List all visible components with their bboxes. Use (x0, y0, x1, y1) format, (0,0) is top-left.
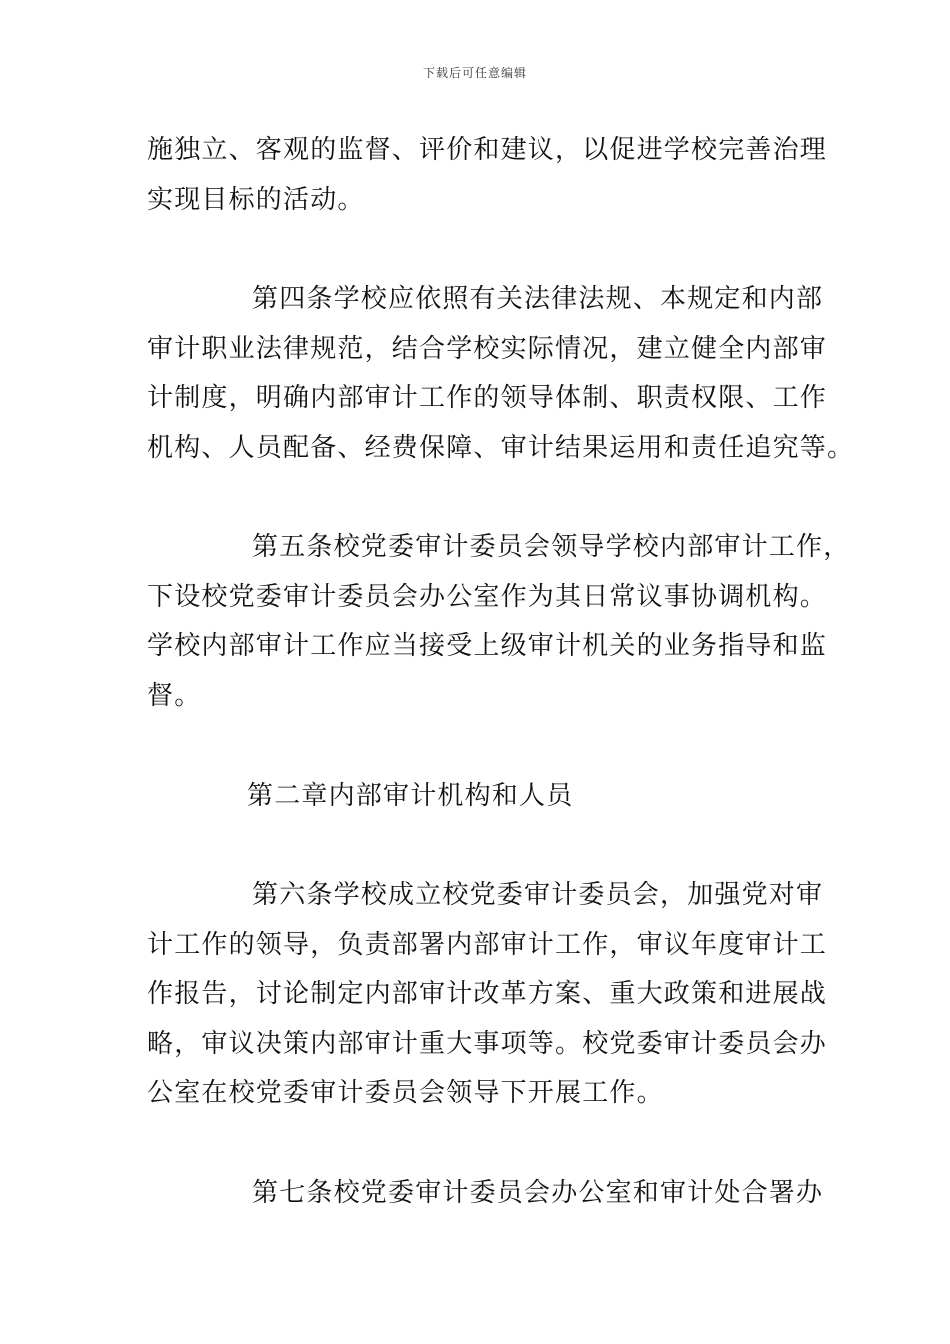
article-7-line: 第七条校党委审计委员会办公室和审计处合署办 (252, 1178, 824, 1208)
paragraph-line: 施独立、客观的监督、评价和建议，以促进学校完善治理 (147, 135, 828, 165)
article-5-line: 第五条校党委审计委员会领导学校内部审计工作， (252, 532, 851, 562)
article-4-line: 机构、人员配备、经费保障、审计结果运用和责任追究等。 (147, 433, 855, 463)
article-6-line: 第六条学校成立校党委审计委员会，加强党对审 (252, 880, 824, 910)
article-4-line: 审计职业法律规范，结合学校实际情况，建立健全内部审 (147, 334, 828, 364)
article-5-line: 下设校党委审计委员会办公室作为其日常议事协调机构。 (147, 582, 828, 612)
chapter-heading: 第二章内部审计机构和人员 (247, 781, 574, 811)
article-6-line: 公室在校党委审计委员会领导下开展工作。 (147, 1078, 664, 1108)
paragraph-line: 实现目标的活动。 (147, 185, 365, 215)
article-4-line: 第四条学校应依照有关法律法规、本规定和内部 (252, 284, 824, 314)
article-6-line: 计工作的领导，负责部署内部审计工作，审议年度审计工 (147, 930, 828, 960)
article-4-line: 计制度，明确内部审计工作的领导体制、职责权限、工作 (147, 383, 828, 413)
article-5-line: 学校内部审计工作应当接受上级审计机关的业务指导和监 (147, 631, 828, 661)
article-6-line: 略，审议决策内部审计重大事项等。校党委审计委员会办 (147, 1029, 828, 1059)
article-5-line: 督。 (147, 681, 202, 711)
article-6-line: 作报告，讨论制定内部审计改革方案、重大政策和进展战 (147, 979, 828, 1009)
page-header: 下载后可任意编辑 (422, 66, 527, 80)
